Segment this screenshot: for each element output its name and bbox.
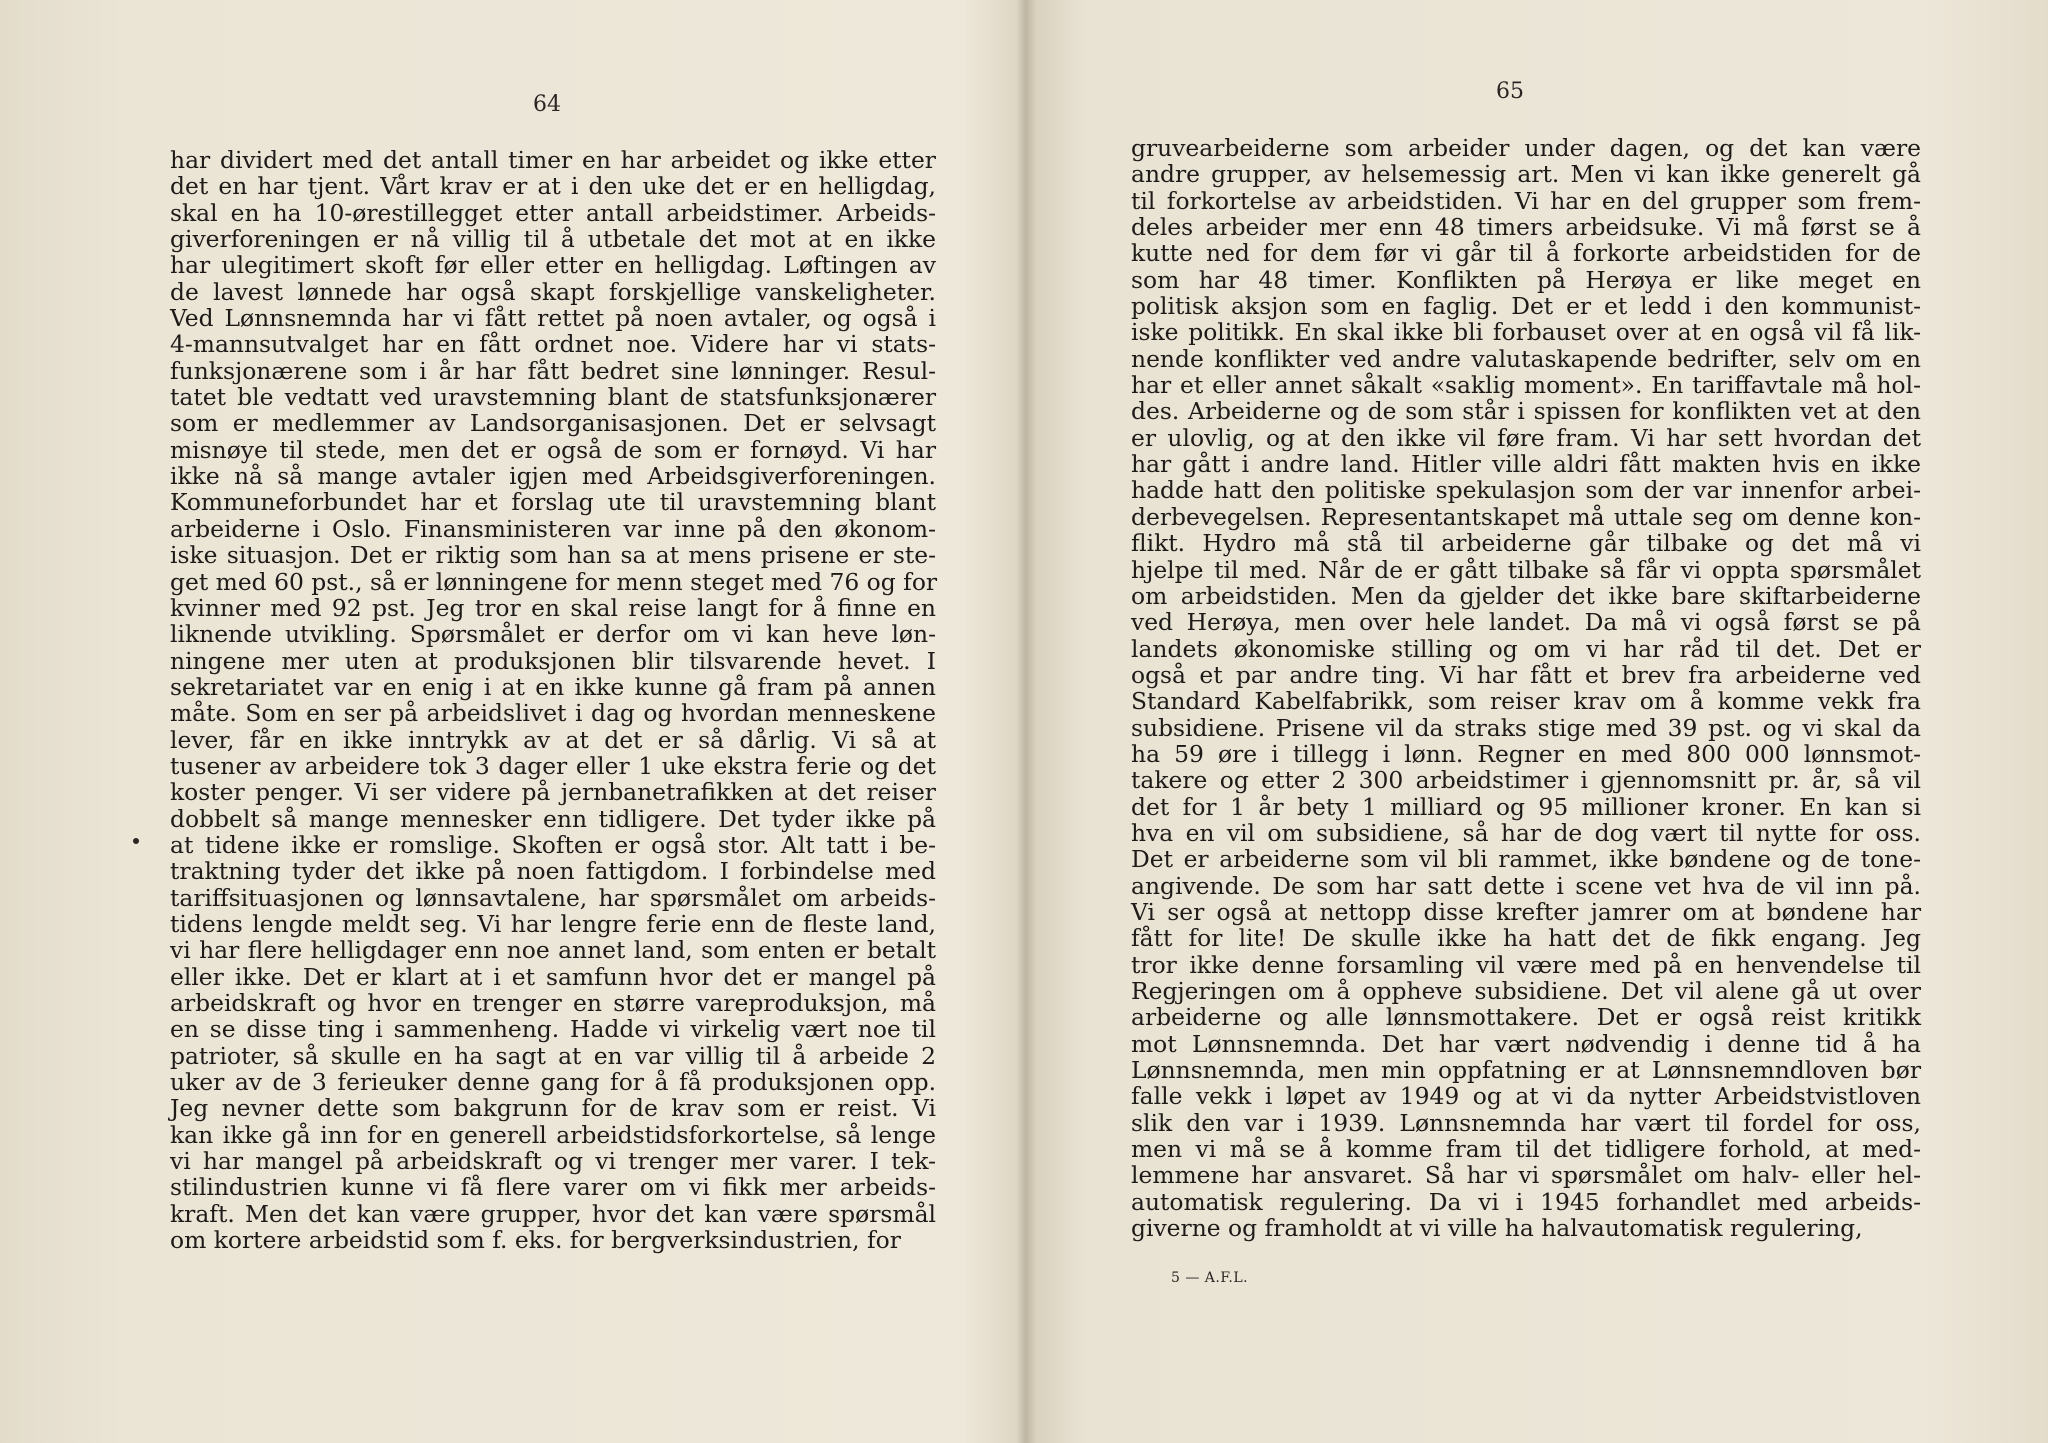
text-line: om kortere arbeidstid som f. eks. for bergverksindustrien, for: [170, 1226, 901, 1255]
text-line: arbeiderne og alle lønnsmottakere. Det er også reist kritikk: [1131, 1003, 1921, 1032]
text-line: ha 59 øre i tillegg i lønn. Regner en med 800 000 lønnsmot-: [1131, 739, 1921, 768]
text-line: lemmene har ansvaret. Så har vi spørsmålet om halv- eller hel-: [1131, 1161, 1921, 1190]
text-line: patrioter, så skulle en ha sagt at en var villig til å arbeide 2: [170, 1041, 936, 1070]
right-page-body: [1131, 135, 1921, 1241]
text-line: en se disse ting i sammenheng. Hadde vi virkelig vært noe til: [170, 1015, 936, 1044]
text-line: også et par andre ting. Vi har fått et brev fra arbeiderne ved: [1131, 660, 1921, 689]
text-line: derbevegelsen. Representantskapet må uttale seg om denne kon-: [1131, 502, 1921, 531]
signature-footnote: 5 — A.F.L.: [1171, 1270, 1249, 1286]
text-line: tusener av arbeidere tok 3 dager eller 1 uke ekstra ferie og det: [170, 751, 936, 780]
text-line: landets økonomiske stilling og om vi har råd til det. Det er: [1131, 634, 1921, 663]
text-line: har et eller annet såkalt «saklig moment». En tariffavtale må hol-: [1131, 371, 1921, 400]
text-line: som er medlemmer av Landsorganisasjonen. Det er selvsagt: [170, 409, 936, 438]
page-number: 65: [1496, 79, 1524, 104]
text-line: uker av de 3 ferieuker denne gang for å få produksjonen opp.: [170, 1068, 936, 1097]
text-line: funksjonærene som i år har fått bedret sine lønninger. Resul-: [170, 356, 936, 385]
text-line: Det er arbeiderne som vil bli rammet, ikke bøndene og de tone-: [1131, 845, 1921, 874]
text-line: stilindustrien kunne vi få flere varer om vi fikk mer arbeids-: [170, 1173, 936, 1202]
text-line: ikke nå så mange avtaler igjen med Arbeidsgiverforeningen.: [170, 462, 936, 491]
text-line: til forkortelse av arbeidstiden. Vi har en del grupper som frem-: [1131, 186, 1921, 215]
page-number: 64: [533, 92, 561, 117]
text-line: falle vekk i løpet av 1949 og at vi da nytter Arbeidstvistloven: [1131, 1082, 1921, 1111]
text-line: traktning tyder det ikke på noen fattigdom. I forbindelse med: [170, 857, 936, 886]
text-line: har ulegitimert skoft før eller etter en helligdag. Løftingen av: [170, 251, 936, 280]
text-line: ved Herøya, men over hele landet. Da må vi også først se på: [1131, 608, 1921, 637]
text-line: at tidene ikke er romslige. Skoften er også stor. Alt tatt i be-: [170, 830, 936, 859]
text-line: politisk aksjon som en faglig. Det er et ledd i den kommunist-: [1131, 292, 1921, 321]
text-line: tror ikke denne forsamling vil være med på en henvendelse til: [1131, 950, 1921, 979]
text-line: sekretariatet var en enig i at en ikke kunne gå fram på annen: [170, 672, 936, 701]
margin-dot: [133, 838, 139, 844]
text-line: Standard Kabelfabrikk, som reiser krav om å komme vekk fra: [1131, 687, 1921, 716]
text-line: hva en vil om subsidiene, så har de dog vært til nytte for oss.: [1131, 818, 1921, 847]
text-line: get med 60 pst., så er lønningene for menn steget med 76 og for: [170, 567, 938, 596]
text-line: har dividert med det antall timer en har arbeidet og ikke etter: [170, 146, 936, 174]
text-line: kan ikke gå inn for en generell arbeidstidsforkortelse, så lenge: [170, 1120, 936, 1149]
text-line: tariffsituasjonen og lønnsavtalene, har spørsmålet om arbeids-: [170, 883, 936, 912]
text-line: liknende utvikling. Spørsmålet er derfor om vi kan heve løn-: [170, 620, 936, 649]
text-line: fått for lite! De skulle ikke ha hatt det de fikk engang. Jeg: [1131, 924, 1921, 953]
text-line: Vi ser også at nettopp disse krefter jamrer om at bøndene har: [1131, 897, 1921, 926]
text-line: arbeidskraft og hvor en trenger en større vareproduksjon, må: [170, 989, 936, 1017]
text-line: iske politikk. En skal ikke bli forbauset over at en også vil få lik-: [1131, 318, 1921, 347]
text-line: iske situasjon. Det er riktig som han sa at mens prisene er ste-: [170, 541, 936, 570]
text-line: dobbelt så mange mennesker enn tidligere. Det tyder ikke på: [170, 804, 936, 833]
text-line: kraft. Men det kan være grupper, hvor det kan være spørsmål: [170, 1199, 936, 1228]
text-line: arbeiderne i Oslo. Finansministeren var inne på den økonom-: [170, 514, 936, 543]
text-line: tidens lengde meldt seg. Vi har lengre ferie enn de fleste land,: [170, 909, 936, 938]
text-line: Kommuneforbundet har et forslag ute til uravstemning blant: [170, 488, 936, 517]
text-line: det en har tjent. Vårt krav er at i den uke det er en helligdag,: [170, 172, 936, 201]
text-line: subsidiene. Prisene vil da straks stige med 39 pst. og vi skal da: [1131, 713, 1921, 742]
text-line: de lavest lønnede har også skapt forskjellige vanskeligheter.: [170, 277, 936, 306]
text-line: takere og etter 2 300 arbeidstimer i gjennomsnitt pr. år, så vil: [1131, 766, 1921, 795]
text-line: 4-mannsutvalget har en fått ordnet noe. Videre har vi stats-: [170, 330, 936, 359]
text-line: kvinner med 92 pst. Jeg tror en skal reise langt for å finne en: [170, 593, 936, 622]
text-line: gruvearbeiderne som arbeider under dagen, og det kan være: [1131, 134, 1921, 162]
text-line: som har 48 timer. Konflikten på Herøya er like meget en: [1131, 265, 1921, 294]
text-line: om arbeidstiden. Men da gjelder det ikke bare skiftarbeiderne: [1131, 581, 1921, 610]
text-line: hadde hatt den politiske spekulasjon som der var innenfor arbei-: [1131, 476, 1921, 505]
text-line: Jeg nevner dette som bakgrunn for de krav som er reist. Vi: [170, 1094, 936, 1123]
text-line: det for 1 år bety 1 milliard og 95 millioner kroner. En kan si: [1131, 792, 1921, 821]
text-line: er ulovlig, og at den ikke vil føre fram. Vi har sett hvordan det: [1131, 423, 1921, 452]
text-line: lever, får en ikke inntrykk av at det er så dårlig. Vi så at: [170, 725, 936, 754]
text-line: des. Arbeiderne og de som står i spissen for konflikten vet at den: [1131, 397, 1921, 426]
text-line: vi har flere helligdager enn noe annet land, som enten er betalt: [170, 936, 936, 965]
text-line: men vi må se å komme fram til det tidligere forhold, at med-: [1131, 1135, 1921, 1164]
text-line: mot Lønnsnemnda. Det har vært nødvendig i denne tid å ha: [1131, 1029, 1921, 1058]
text-line: Ved Lønnsnemnda har vi fått rettet på noen avtaler, og også i: [170, 304, 936, 333]
text-line: Lønnsnemnda, men min oppfatning er at Lønnsnemndloven bør: [1131, 1056, 1921, 1085]
text-line: skal en ha 10-ørestillegget etter antall arbeidstimer. Arbeids-: [170, 198, 936, 227]
text-line: deles arbeider mer enn 48 timers arbeidsuke. Vi må først se å: [1131, 213, 1921, 242]
text-line: tatet ble vedtatt ved uravstemning blant de statsfunksjonærer: [170, 383, 936, 412]
text-line: eller ikke. Det er klart at i et samfunn hvor det er mangel på: [170, 962, 936, 991]
text-line: misnøye til stede, men det er også de som er fornøyd. Vi har: [170, 435, 936, 464]
text-line: automatisk regulering. Da vi i 1945 forhandlet med arbeids-: [1131, 1187, 1921, 1216]
text-line: nende konflikter ved andre valutaskapende bedrifter, selv om en: [1131, 344, 1921, 373]
text-line: vi har mangel på arbeidskraft og vi trenger mer varer. I tek-: [170, 1147, 936, 1176]
text-line: flikt. Hydro må stå til arbeiderne går tilbake og det må vi: [1131, 529, 1921, 558]
text-line: slik den var i 1939. Lønnsnemnda har vært til fordel for oss,: [1131, 1108, 1921, 1137]
text-line: koster penger. Vi ser videre på jernbanetrafikken at det reiser: [170, 778, 936, 807]
text-line: giverforeningen er nå villig til å utbetale det mot at en ikke: [170, 225, 936, 254]
text-line: andre grupper, av helsemessig art. Men vi kan ikke generelt gå: [1131, 160, 1921, 189]
text-line: Regjeringen om å oppheve subsidiene. Det vil alene gå ut over: [1131, 977, 1921, 1005]
text-line: ningene mer uten at produksjonen blir tilsvarende hevet. I: [170, 646, 936, 675]
text-line: kutte ned for dem før vi går til å forkorte arbeidstiden for de: [1131, 239, 1921, 268]
left-page-body: [170, 147, 936, 1253]
text-line: angivende. De som har satt dette i scene vet hva de vil inn på.: [1131, 871, 1921, 900]
text-line: hjelpe til med. Når de er gått tilbake så får vi oppta spørsmålet: [1131, 555, 1921, 584]
text-line: giverne og framholdt at vi ville ha halvautomatisk regulering,: [1131, 1214, 1863, 1243]
text-line: måte. Som en ser på arbeidslivet i dag og hvordan menneskene: [170, 699, 936, 728]
right-page: [1024, 0, 2048, 1443]
text-line: har gått i andre land. Hitler ville aldri fått makten hvis en ikke: [1131, 450, 1921, 479]
